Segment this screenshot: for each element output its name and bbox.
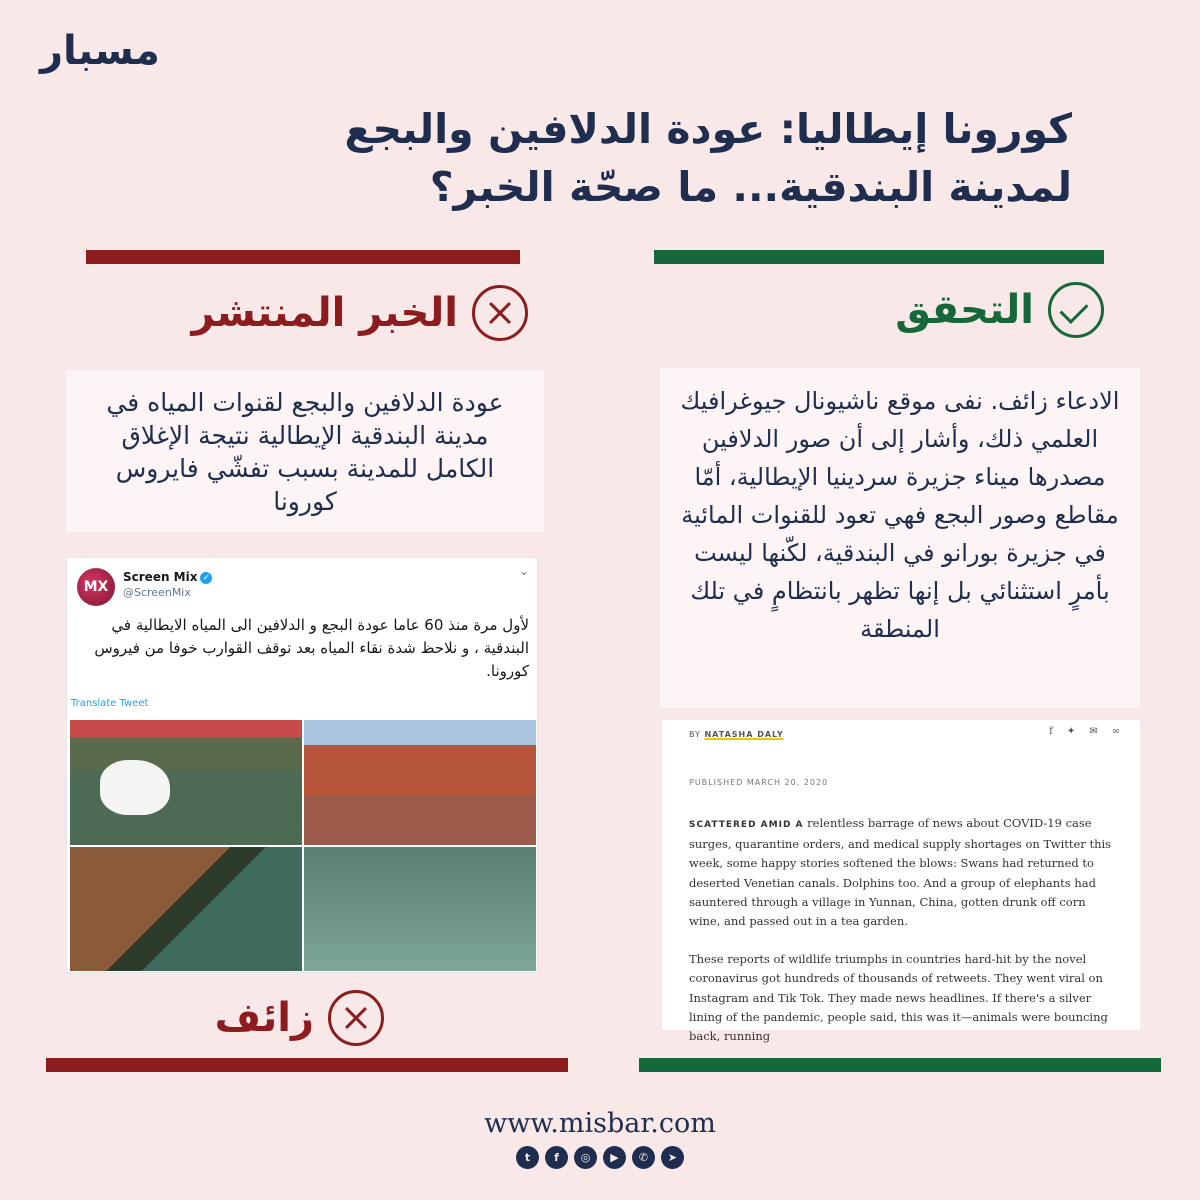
check-bottom-bar <box>639 1058 1161 1072</box>
tweet-photo-swan-canal <box>70 720 302 845</box>
title-line-1: كورونا إيطاليا: عودة الدلافين والبجع <box>344 105 1072 153</box>
check-heading-label: التحقق <box>895 287 1034 333</box>
claim-heading <box>192 285 528 341</box>
tweet-photo-clear-water <box>304 847 536 972</box>
instagram-icon[interactable]: ◎ <box>574 1146 597 1169</box>
verified-icon: ✓ <box>200 572 212 584</box>
article-paragraph-1-text: relentless barrage of news about COVID-19 case surges, quarantine orders, and medical supply shortages on Twitter this week, some happy stories softened the blows: Swans had returned to deserted Venetian canals. Dolphins too. And a group of elephants had sauntered through a village in Yunnan, China, gotten drunk off corn wine, and passed out in a tea garden. <box>689 816 1112 929</box>
claim-top-bar <box>86 250 520 264</box>
swan-shape <box>100 760 170 815</box>
translate-tweet-link: Translate Tweet <box>71 698 149 709</box>
twitter-share-icon: ✦ <box>1066 726 1076 737</box>
x-circle-icon <box>328 990 384 1046</box>
article-lead: SCATTERED AMID A <box>689 820 804 830</box>
social-icons <box>0 1146 1200 1169</box>
twitter-icon[interactable]: t <box>516 1146 539 1169</box>
tweet-photo-grid <box>70 720 536 971</box>
x-circle-icon <box>472 285 528 341</box>
article-share-icons <box>1049 726 1120 737</box>
chevron-down-icon: ⌄ <box>518 564 529 578</box>
title-line-2: لمدينة البندقية... ما صحّة الخبر؟ <box>429 163 1072 211</box>
article-paragraph-1 <box>689 814 1119 931</box>
claim-heading-label: الخبر المنتشر <box>191 290 458 336</box>
check-top-bar <box>654 250 1104 264</box>
tweet-author-name <box>123 570 212 584</box>
tweet-author-name-text: Screen Mix <box>123 570 198 584</box>
website-url[interactable]: www.misbar.com <box>484 1108 716 1139</box>
whatsapp-icon[interactable]: ✆ <box>632 1146 655 1169</box>
article-body <box>689 814 1119 1046</box>
article-by-label: BY <box>689 730 701 739</box>
verdict-label: زائف <box>214 995 314 1041</box>
article-byline <box>689 730 784 739</box>
facebook-share-icon: f <box>1049 726 1053 737</box>
facebook-icon[interactable]: f <box>545 1146 568 1169</box>
check-circle-icon <box>1048 282 1104 338</box>
article-paragraph-2: These reports of wildlife triumphs in countries hard-hit by the novel coronavirus got hundreds of thousands of retweets. They went viral on Instagram and Tik Tok. They made news headlines. If there's a silver lining of the pandemic, people said, this was it—animals were bouncing back, running <box>689 952 1108 1044</box>
check-text-box: الادعاء زائف. نفى موقع ناشيونال جيوغرافيك العلمي ذلك، وأشار إلى أن صور الدلافين مصدرها ميناء جزيرة سردينيا الإيطالية، أمّا مقاطع وصور البجع فهي تعود للقنوات المائية في جزيرة بورانو في البندقية، لكّنها ليست بأمرٍ استثنائي بل إنها تظهر بانتظامٍ في تلك المنطقة <box>660 368 1140 708</box>
natgeo-article-screenshot <box>662 720 1140 1044</box>
claim-bottom-bar <box>46 1058 568 1072</box>
article-author: NATASHA DALY <box>704 730 784 739</box>
check-heading <box>895 282 1104 338</box>
telegram-icon[interactable]: ➤ <box>661 1146 684 1169</box>
page-title <box>172 100 1072 216</box>
tweet-text: لأول مرة منذ 60 عاما عودة البجع و الدلافين الى المياه الايطالية في البندقية ، و نلاحظ شدة نقاء المياه بعد توقف القوارب خوفا من فيروس كورونا. <box>94 616 529 680</box>
youtube-icon[interactable]: ▶ <box>603 1146 626 1169</box>
article-published-date: PUBLISHED MARCH 20, 2020 <box>689 778 829 787</box>
tweet-photo-burano-bridge <box>304 720 536 845</box>
misbar-logo: مسبار <box>40 28 160 74</box>
tweet-handle: @ScreenMix <box>123 586 191 599</box>
email-share-icon: ✉ <box>1089 726 1098 737</box>
verdict <box>215 990 384 1046</box>
claim-text-box: عودة الدلافين والبجع لقنوات المياه في مدينة البندقية الإيطالية نتيجة الإغلاق الكامل للمدينة بسبب تفشّي فايروس كورونا <box>66 370 544 532</box>
link-share-icon: ∞ <box>1111 726 1120 737</box>
tweet-avatar: MX <box>77 568 115 606</box>
tweet-photo-boat-edge <box>70 847 302 972</box>
tweet-screenshot <box>66 557 538 973</box>
